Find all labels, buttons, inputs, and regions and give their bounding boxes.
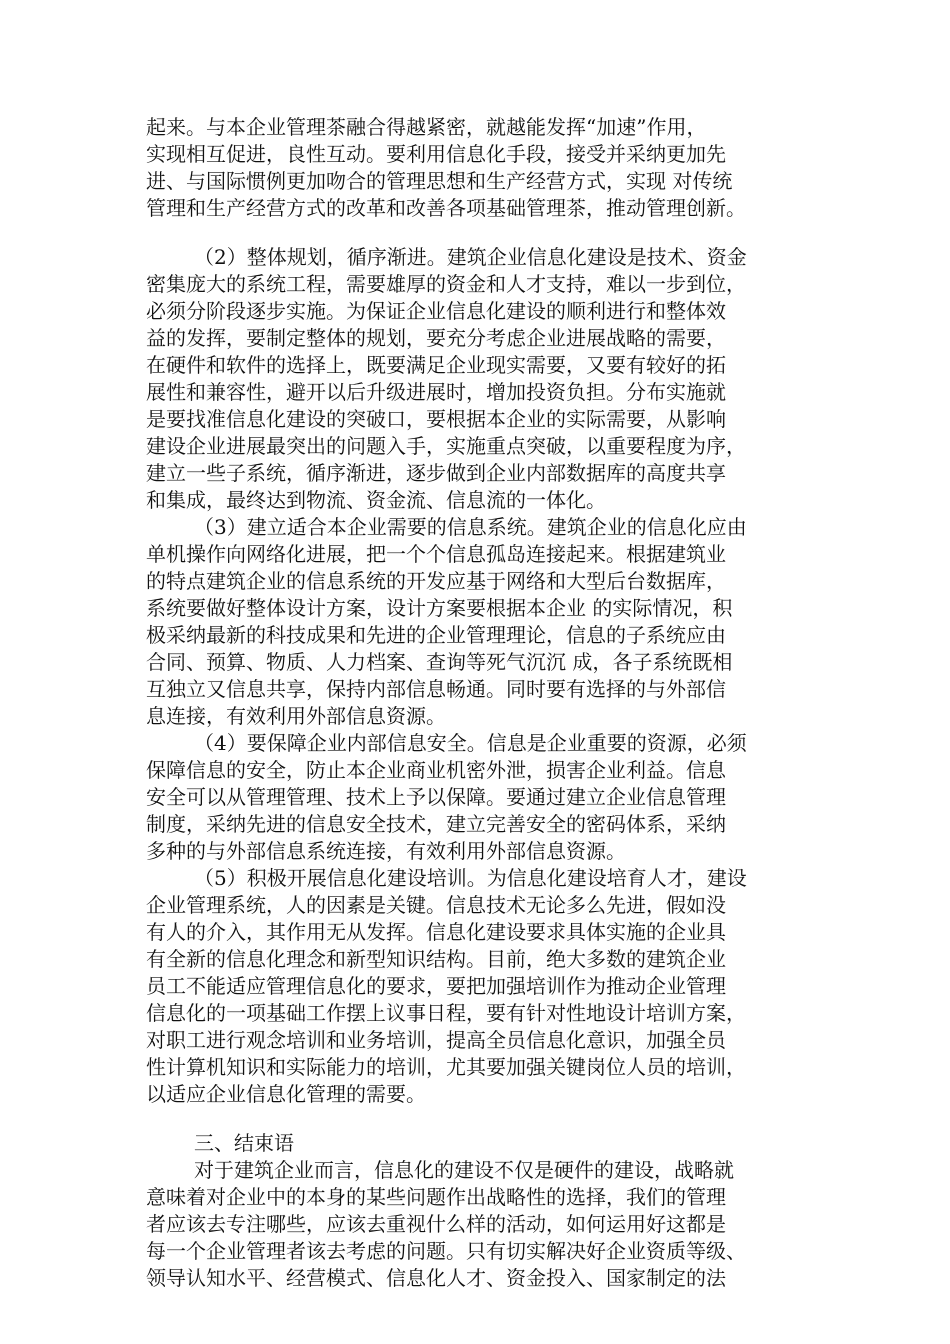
text-line: 必须分阶段逐步实施。为保证企业信息化建设的顺利进行和整体效 (146, 299, 726, 323)
text-line: （2）整体规划，循序渐进。建筑企业信息化建设是技术、资金 (194, 245, 747, 269)
text-line: 在硬件和软件的选择上，既要满足企业现实需要，又要有较好的拓 (146, 353, 726, 377)
text-line: 性计算机知识和实际能力的培训，尤其要加强关键岗位人员的培训， (146, 1055, 746, 1079)
text-line: 管理和生产经营方式的改革和改善各项基础管理茶，推动管理创新。 (146, 196, 746, 220)
text-line: 每一个企业管理者该去考虑的问题。只有切实解决好企业资质等级、 (146, 1239, 746, 1263)
text-line: 息连接，有效利用外部信息资源。 (146, 704, 446, 728)
paragraph-6 (146, 1157, 816, 1292)
text-line: 多种的与外部信息系统连接，有效利用外部信息资源。 (146, 839, 626, 863)
text-line: 制度，采纳先进的信息安全技术，建立完善安全的密码体系，采纳 (146, 812, 726, 836)
text-line: 互独立又信息共享，保持内部信息畅通。同时要有选择的与外部信 (146, 677, 726, 701)
text-line: 密集庞大的系统工程，需要雄厚的资金和人才支持，难以一步到位， (146, 272, 746, 296)
text-line: 建立一些子系统，循序渐进，逐步做到企业内部数据库的高度共享 (146, 461, 726, 485)
paragraph-spacer (146, 1108, 816, 1130)
document-body (146, 114, 816, 1292)
text-line: 起来。与本企业管理茶融合得越紧密，就越能发挥“加速”作用， (146, 115, 707, 139)
text-line: 的特点建筑企业的信息系统的开发应基于网络和大型后台数据库， (146, 569, 726, 593)
paragraph-4 (146, 730, 816, 865)
text-line: 单机操作向网络化进展，把一个个信息孤岛连接起来。根据建筑业 (146, 542, 726, 566)
text-line: 实现相互促进，良性互动。要利用信息化手段，接受并采纳更加先 (146, 142, 726, 166)
paragraph-1 (146, 114, 816, 222)
text-line: 和集成，最终达到物流、资金流、信息流的一体化。 (146, 488, 606, 512)
text-line: 极采纳最新的科技成果和先进的企业管理理论，信息的子系统应由 (146, 623, 726, 647)
text-line: 意味着对企业中的本身的某些问题作出战略性的选择，我们的管理 (146, 1185, 726, 1209)
paragraph-spacer (146, 222, 816, 244)
text-line: （3）建立适合本企业需要的信息系统。建筑企业的信息化应由 (194, 515, 747, 539)
text-line: 者应该去专注哪些，应该去重视什么样的活动，如何运用好这都是 (146, 1212, 726, 1236)
text-line: 合同、预算、物质、人力档案、查询等死气沉沉 成，各子系统既相 (146, 650, 733, 674)
paragraph-2 (146, 244, 816, 514)
text-line: 展性和兼容性，避开以后升级进展时，增加投资负担。分布实施就 (146, 380, 726, 404)
text-line: （5）积极开展信息化建设培训。为信息化建设培育人才，建设 (194, 866, 747, 890)
text-line: 是要找准信息化建设的突破口，要根据本企业的实际需要，从影响 (146, 407, 726, 431)
text-line: 保障信息的安全，防止本企业商业机密外泄，损害企业利益。信息 (146, 758, 726, 782)
section-heading: 三、结束语 (194, 1131, 294, 1155)
text-line: 以适应企业信息化管理的需要。 (146, 1082, 426, 1106)
paragraph-5 (146, 865, 816, 1108)
text-line: 对职工进行观念培训和业务培训，提高全员信息化意识，加强全员 (146, 1028, 726, 1052)
text-line: 对于建筑企业而言，信息化的建设不仅是硬件的建设，战略就 (194, 1158, 734, 1182)
text-line: 领导认知水平、经营模式、信息化人才、资金投入、国家制定的法 (146, 1266, 726, 1290)
text-line: 信息化的一项基础工作摆上议事日程，要有针对性地设计培训方案， (146, 1001, 746, 1025)
text-line: 员工不能适应管理信息化的要求，要把加强培训作为推动企业管理 (146, 974, 726, 998)
text-line: 企业管理系统，人的因素是关键。信息技术无论多么先进，假如没 (146, 893, 726, 917)
text-line: 建设企业进展最突出的问题入手，实施重点突破，以重要程度为序， (146, 434, 746, 458)
text-line: 有全新的信息化理念和新型知识结构。目前，绝大多数的建筑企业 (146, 947, 726, 971)
text-line: 安全可以从管理管理、技术上予以保障。要通过建立企业信息管理 (146, 785, 726, 809)
text-line: （4）要保障企业内部信息安全。信息是企业重要的资源，必须 (194, 731, 747, 755)
text-line: 系统要做好整体设计方案，设计方案要根据本企业 的实际情况，积 (146, 596, 733, 620)
text-line: 进、与国际惯例更加吻合的管理思想和生产经营方式，实现 对传统 (146, 169, 733, 193)
text-line: 有人的介入，其作用无从发挥。信息化建设要求具体实施的企业具 (146, 920, 726, 944)
paragraph-3 (146, 514, 816, 730)
text-line: 益的发挥，要制定整体的规划，要充分考虑企业进展战略的需要， (146, 326, 726, 350)
